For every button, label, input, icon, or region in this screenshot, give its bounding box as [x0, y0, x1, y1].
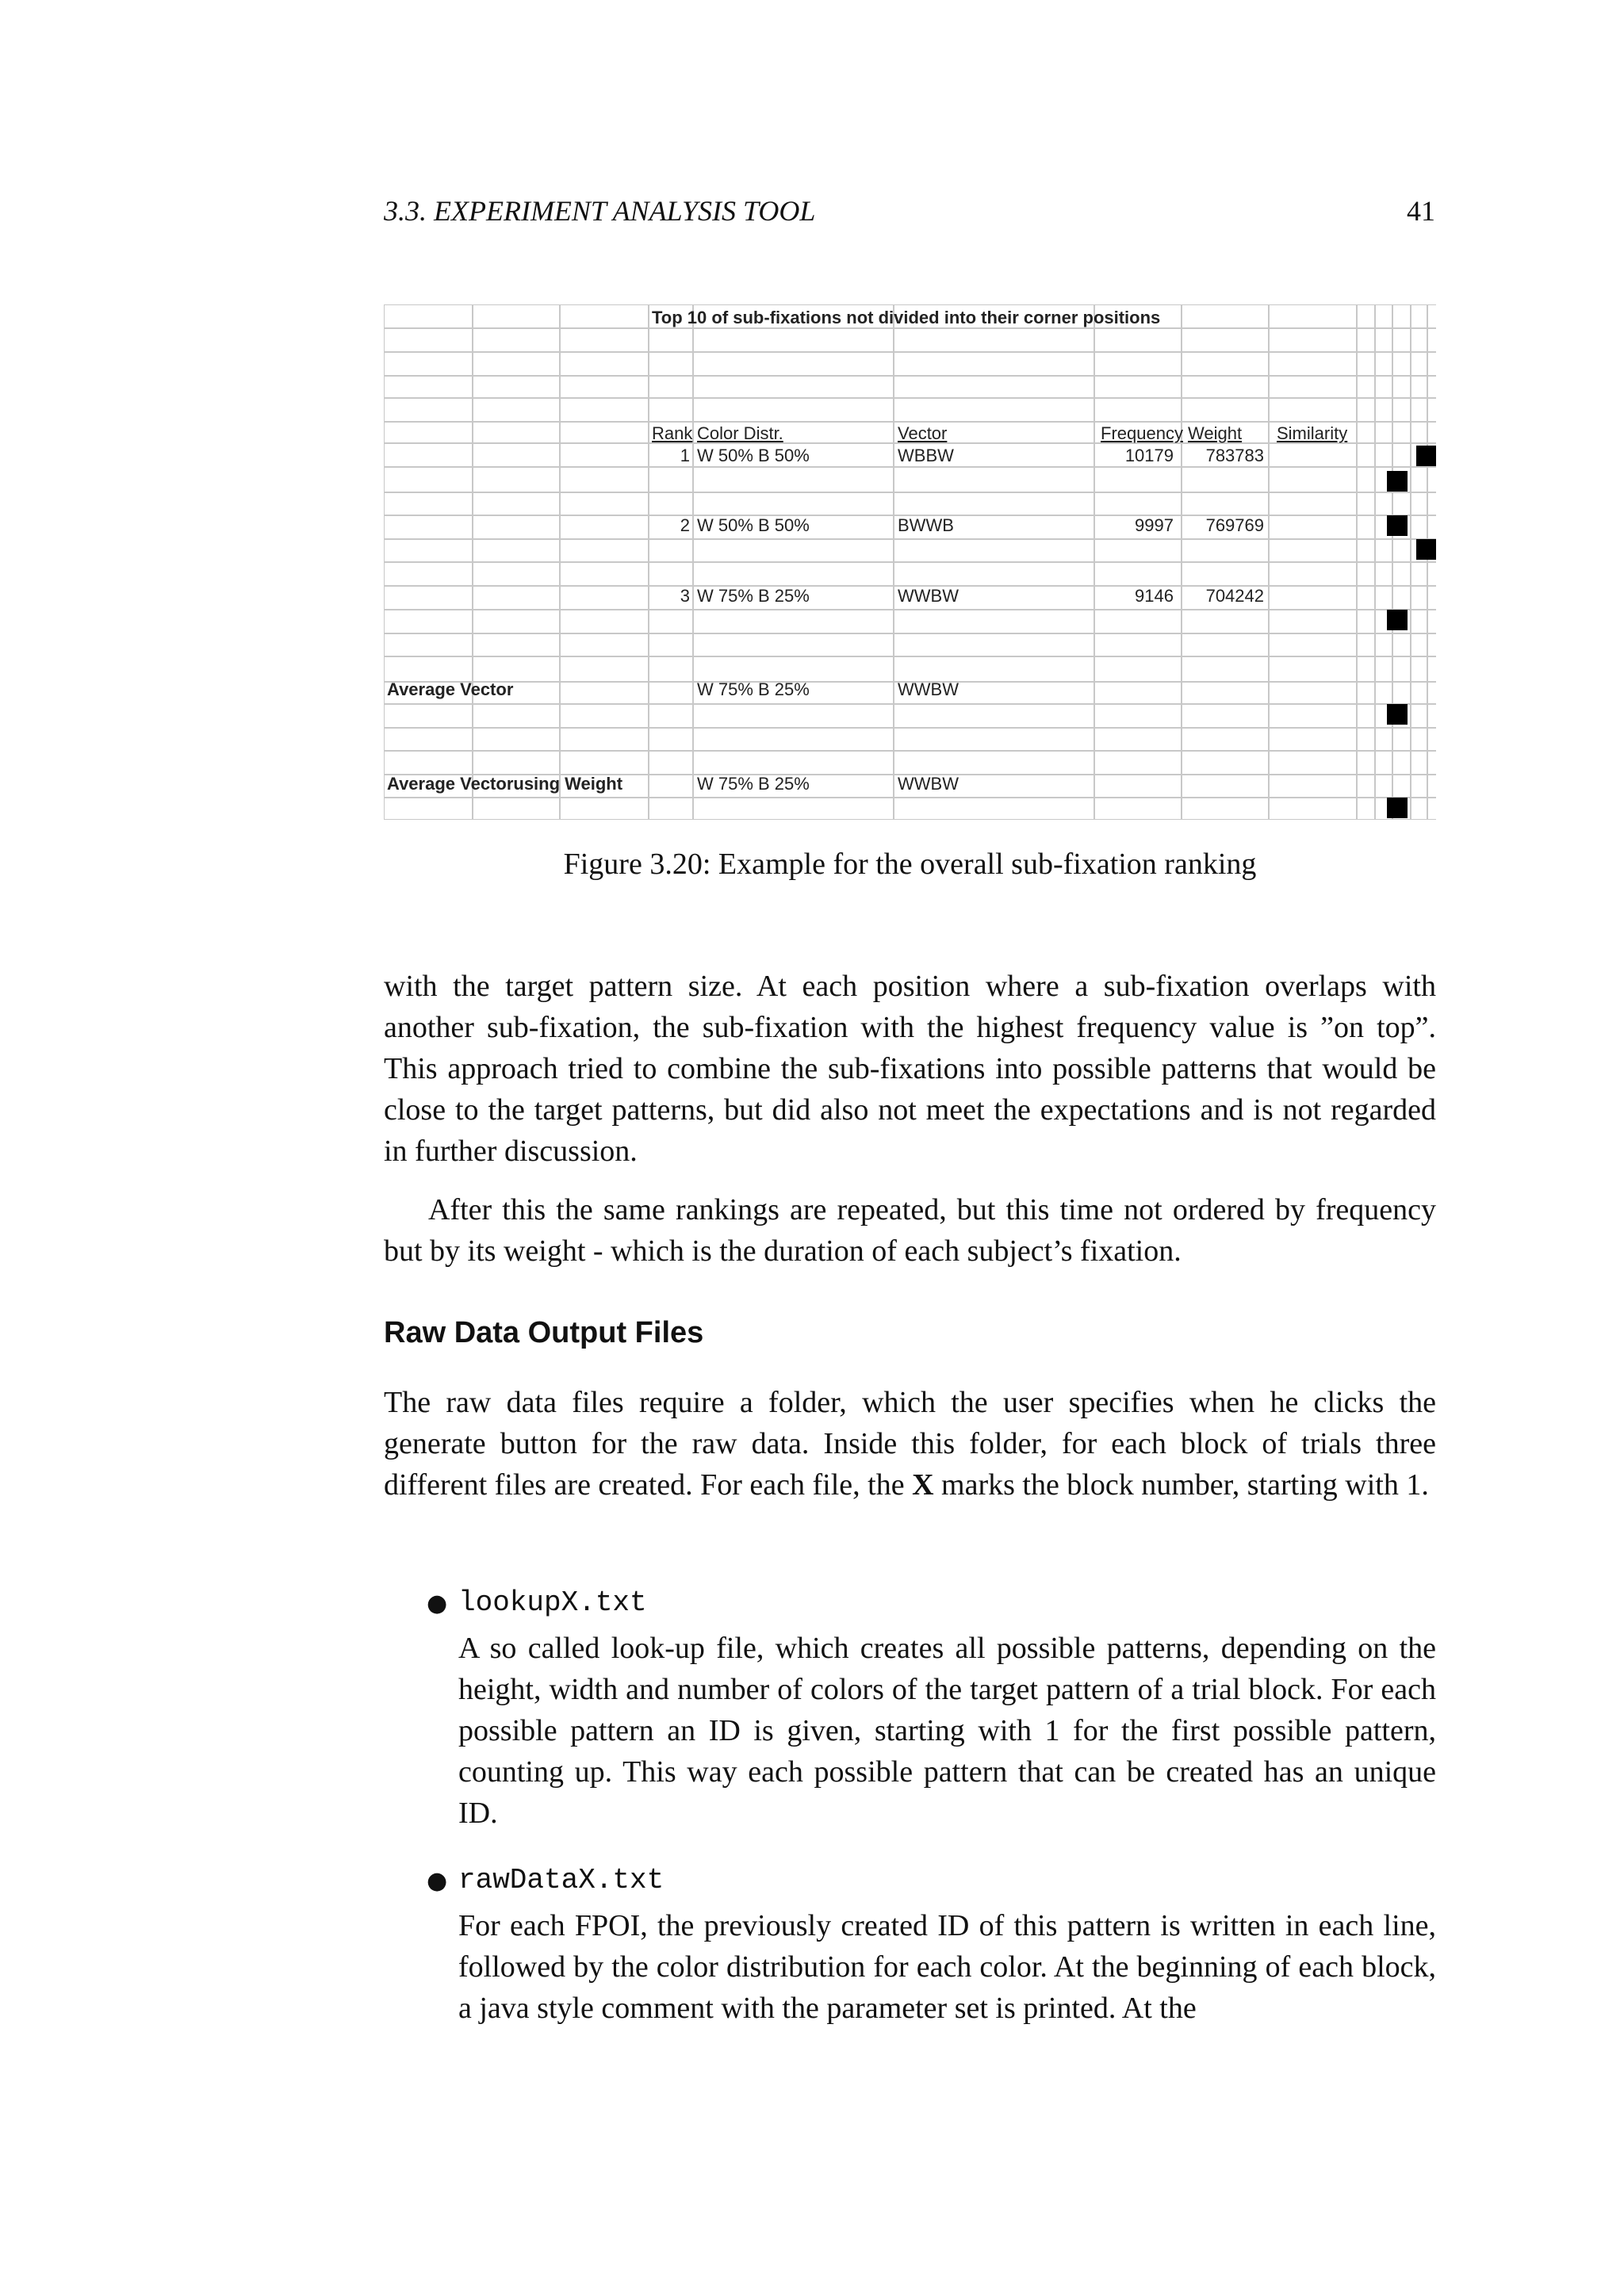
- color-cell: W 50% B 50%: [697, 446, 810, 465]
- pattern-square: [1387, 610, 1408, 630]
- list-item-filename: lookupX.txt: [458, 1586, 647, 1619]
- spreadsheet-figure: [384, 304, 1436, 820]
- pattern-square: [1387, 798, 1408, 818]
- bullet-icon: ●: [427, 1867, 448, 1895]
- weight-cell: 704242: [1205, 586, 1264, 606]
- paragraph-2: After this the same rankings are repeated, but this time not ordered by frequency but by its weight - which is the duration of each subject’s fixation.: [384, 1193, 1436, 1268]
- list-item-description: A so called look-up file, which creates all possible patterns, depending on the height, width and number of colors of the target pattern of a trial block. For each possible pattern an ID is given, starting with 1 for the first possible pattern, counting up. This way each possible pattern that can be created has an unique ID.: [458, 1632, 1436, 1830]
- col-header-frequency: Frequency: [1101, 423, 1183, 443]
- average-vector-color: W 75% B 25%: [697, 679, 810, 699]
- list-item-description: For each FPOI, the previously created ID of this pattern is written in each line, followed by the color distribution for each color. At the beginning of each block, a java style comment with the parameter set is printed. At the: [458, 1909, 1436, 2025]
- running-header: 3.3. EXPERIMENT ANALYSIS TOOL: [384, 195, 816, 227]
- section-heading: Raw Data Output Files: [384, 1316, 704, 1349]
- paragraph-3-part-a: The raw data files require a folder, which the user specifies when he clicks the generate button for the raw data. Inside this folder, for each block of trials three different files are created. For each file, the: [384, 1386, 1436, 1502]
- frequency-cell: 10179: [1124, 446, 1174, 465]
- pattern-square: [1416, 539, 1436, 560]
- paragraph-3: [384, 1382, 1436, 1506]
- page-number: 41: [1407, 195, 1435, 227]
- average-weight-color: W 75% B 25%: [697, 774, 810, 794]
- vector-cell: WBBW: [898, 446, 954, 465]
- average-weight-vector: WWBW: [898, 774, 959, 794]
- paragraph-1: with the target pattern size. At each position where a sub-fixation overlaps with another sub-fixation, the sub-fixation with the highest frequency value is ”on top”. This approach tried to combine the sub-fixations into possible patterns that would be close to the target patterns, but did also not meet the expectations and is not regarded in further discussion.: [384, 970, 1436, 1168]
- col-header-similarity: Similarity: [1277, 423, 1348, 443]
- average-vector-vector: WWBW: [898, 679, 959, 699]
- col-header-weight: Weight: [1188, 423, 1243, 443]
- figure-caption: Figure 3.20: Example for the overall sub-fixation ranking: [563, 848, 1257, 881]
- frequency-cell: 9146: [1135, 586, 1174, 606]
- bullet-icon: ●: [427, 1590, 448, 1617]
- col-header-color: Color Distr.: [697, 423, 783, 443]
- spreadsheet-grid: [384, 304, 1436, 820]
- pattern-square: [1387, 704, 1408, 725]
- frequency-cell: 9997: [1135, 515, 1174, 535]
- rank-cell: 3: [680, 586, 690, 606]
- color-cell: W 50% B 50%: [697, 515, 810, 535]
- col-header-rank: Rank: [652, 423, 693, 443]
- rank-cell: 2: [680, 515, 690, 535]
- paragraph-3-bold-x: X: [912, 1468, 934, 1502]
- list-item-filename: rawDataX.txt: [458, 1864, 665, 1896]
- vector-cell: BWWB: [898, 515, 954, 535]
- color-cell: W 75% B 25%: [697, 586, 810, 606]
- vector-cell: WWBW: [898, 586, 959, 606]
- weight-cell: 783783: [1205, 446, 1264, 465]
- weight-cell: 769769: [1205, 515, 1264, 535]
- average-vector-label: Average Vector: [387, 679, 514, 699]
- average-weight-label: Average Vectorusing Weight: [387, 774, 623, 794]
- pattern-square: [1416, 446, 1436, 466]
- pattern-square: [1387, 471, 1408, 492]
- paragraph-3-part-b: marks the block number, starting with 1.: [933, 1468, 1429, 1502]
- col-header-vector: Vector: [898, 423, 948, 443]
- rank-cell: 1: [680, 446, 690, 465]
- pattern-square: [1387, 515, 1408, 536]
- figure-title: Top 10 of sub-fixations not divided into their corner positions: [652, 308, 1161, 327]
